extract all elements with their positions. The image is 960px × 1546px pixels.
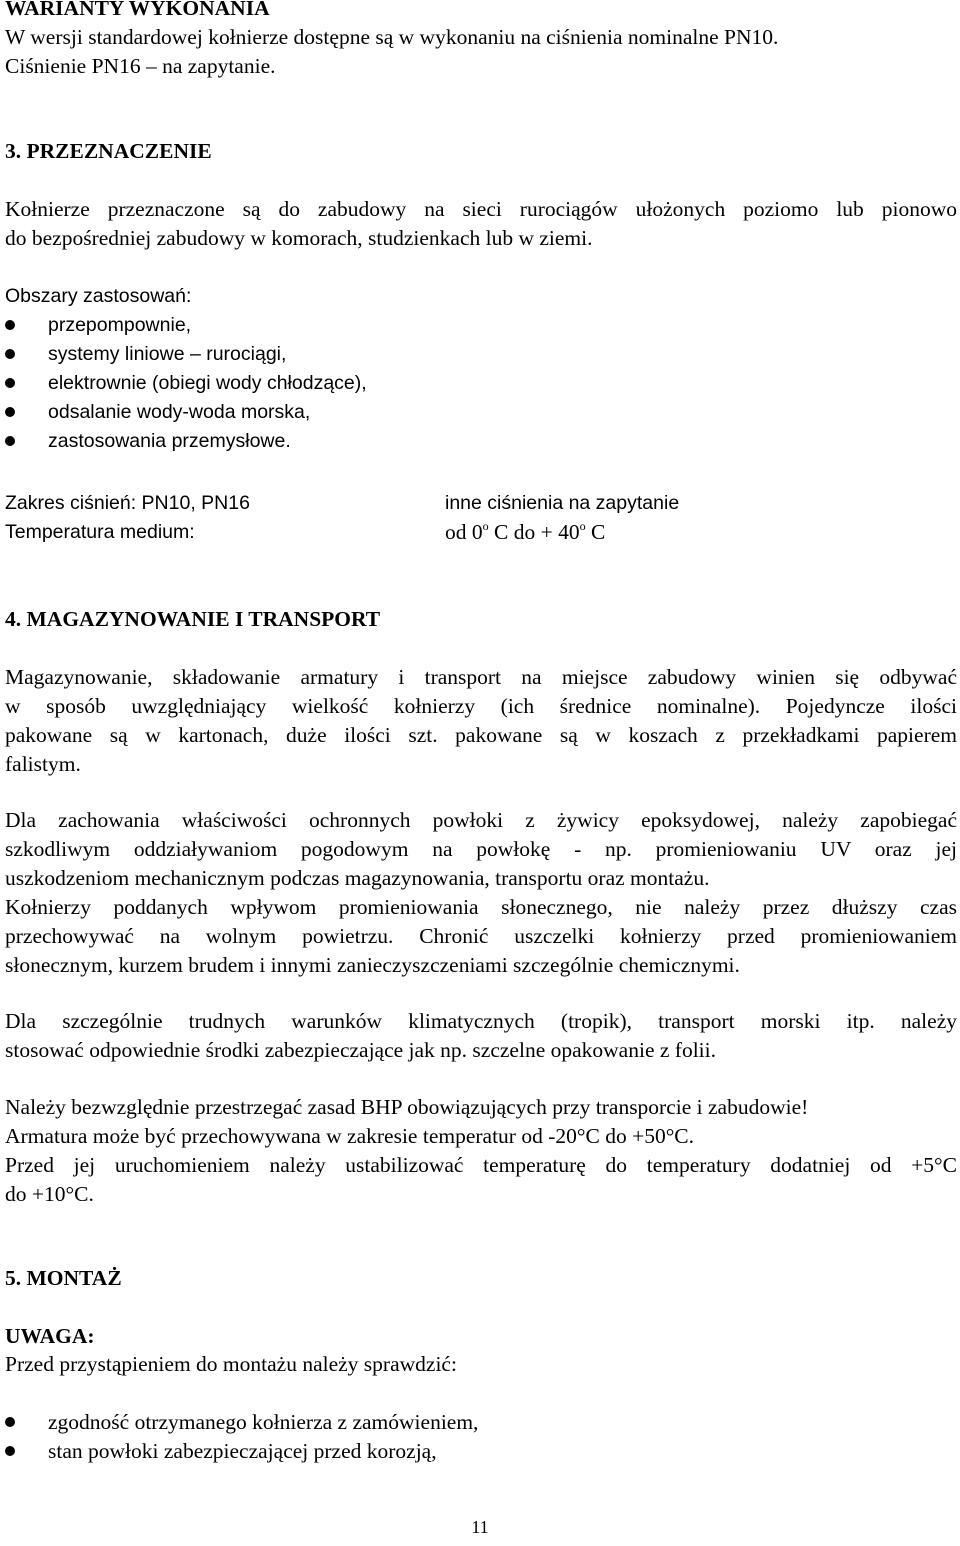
storage-paragraph-2	[5, 806, 957, 980]
section-4-heading: 4. MAGAZYNOWANIE I TRANSPORT	[5, 607, 381, 631]
text-line: Magazynowanie, składowanie armatury i transport na miejsce zabudowy winien się odbywać	[5, 665, 957, 689]
bullet-icon	[5, 378, 15, 388]
area-item: odsalanie wody-woda morska,	[48, 401, 311, 423]
page-number: 11	[471, 1517, 489, 1537]
pressure-value: inne ciśnienia na zapytanie	[445, 492, 680, 514]
text-line: falistym.	[5, 752, 81, 776]
storage-paragraph-4	[5, 1093, 957, 1209]
text-line: Kołnierzy poddanych wpływom promieniowania słonecznego, nie należy przez dłuższy czas	[5, 895, 957, 919]
area-item: przepompownie,	[48, 314, 192, 336]
text-line: Przed jej uruchomieniem należy ustabilizować temperaturę do temperatury dodatniej od +5°C	[5, 1153, 957, 1177]
temperature-label: Temperatura medium:	[5, 521, 195, 543]
area-item: systemy liniowe – rurociągi,	[48, 343, 287, 365]
text-line: stosować odpowiednie środki zabezpieczające jak np. szczelne opakowanie z folii.	[5, 1038, 716, 1062]
variants-line-2: Ciśnienie PN16 – na zapytanie.	[5, 54, 276, 78]
pressure-label: Zakres ciśnień: PN10, PN16	[5, 492, 250, 514]
variants-line-1: W wersji standardowej kołnierze dostępne są w wykonaniu na ciśnienia nominalne PN10.	[5, 25, 779, 49]
text-line: słonecznym, kurzem brudem i innymi zanieczyszczeniami szczególnie chemicznymi.	[5, 953, 740, 977]
bullet-icon	[5, 320, 15, 330]
text-line: Dla zachowania właściwości ochronnych powłoki z żywicy epoksydowej, należy zapobiegać	[5, 808, 957, 832]
variants-heading: WARIANTY WYKONANIA	[5, 0, 270, 20]
temperature-value: od 0$^o$ C do + $40^o$ C	[445, 519, 606, 544]
text-line: szkodliwym oddziaływaniom pogodowym na powłokę - np. promieniowaniu UV oraz jej	[5, 837, 957, 861]
text-line: Należy bezwzględnie przestrzegać zasad BHP obowiązujących przy transporcie i zabudowie!	[5, 1095, 809, 1119]
bullet-icon	[5, 407, 15, 417]
text-line: do +10°C.	[5, 1182, 94, 1206]
bullet-icon	[5, 1417, 15, 1427]
purpose-line-2: do bezpośredniej zabudowy w komorach, studzienkach lub w ziemi.	[5, 226, 593, 250]
text-line: przechowywać na wolnym powietrzu. Chronić uszczelki kołnierzy przed promieniowaniem	[5, 924, 957, 948]
text-line: Armatura może być przechowywana w zakresie temperatur od -20°C do +50°C.	[5, 1124, 695, 1148]
check-item: zgodność otrzymanego kołnierza z zamówieniem,	[48, 1410, 479, 1434]
section-5-heading: 5. MONTAŻ	[5, 1266, 122, 1290]
mounting-intro: Przed przystąpieniem do montażu należy sprawdzić:	[5, 1352, 457, 1376]
area-item: zastosowania przemysłowe.	[48, 430, 291, 452]
areas-label: Obszary zastosowań:	[5, 285, 192, 307]
text-line: pakowane są w kartonach, duże ilości szt. pakowane są w koszach z przekładkami papierem	[5, 723, 957, 747]
bullet-icon	[5, 1446, 15, 1456]
warning-label: UWAGA:	[5, 1324, 95, 1348]
storage-paragraph-3	[5, 1007, 957, 1065]
text-line: uszkodzeniom mechanicznym podczas magazynowania, transportu oraz montażu.	[5, 866, 710, 890]
text-line: w sposób uwzględniający wielkość kołnierzy (ich średnice nominalne). Pojedyncze ilości	[5, 694, 957, 718]
storage-paragraph-1	[5, 663, 957, 779]
bullet-icon	[5, 436, 15, 446]
text-line: Dla szczególnie trudnych warunków klimatycznych (tropik), transport morski itp. należy	[5, 1009, 957, 1033]
bullet-icon	[5, 349, 15, 359]
area-item: elektrownie (obiegi wody chłodzące),	[48, 372, 367, 394]
purpose-line-1: Kołnierze przeznaczone są do zabudowy na sieci rurociągów ułożonych poziomo lub pionowo	[5, 197, 957, 221]
check-item: stan powłoki zabezpieczającej przed korozją,	[48, 1439, 437, 1463]
section-3-heading: 3. PRZEZNACZENIE	[5, 139, 212, 163]
